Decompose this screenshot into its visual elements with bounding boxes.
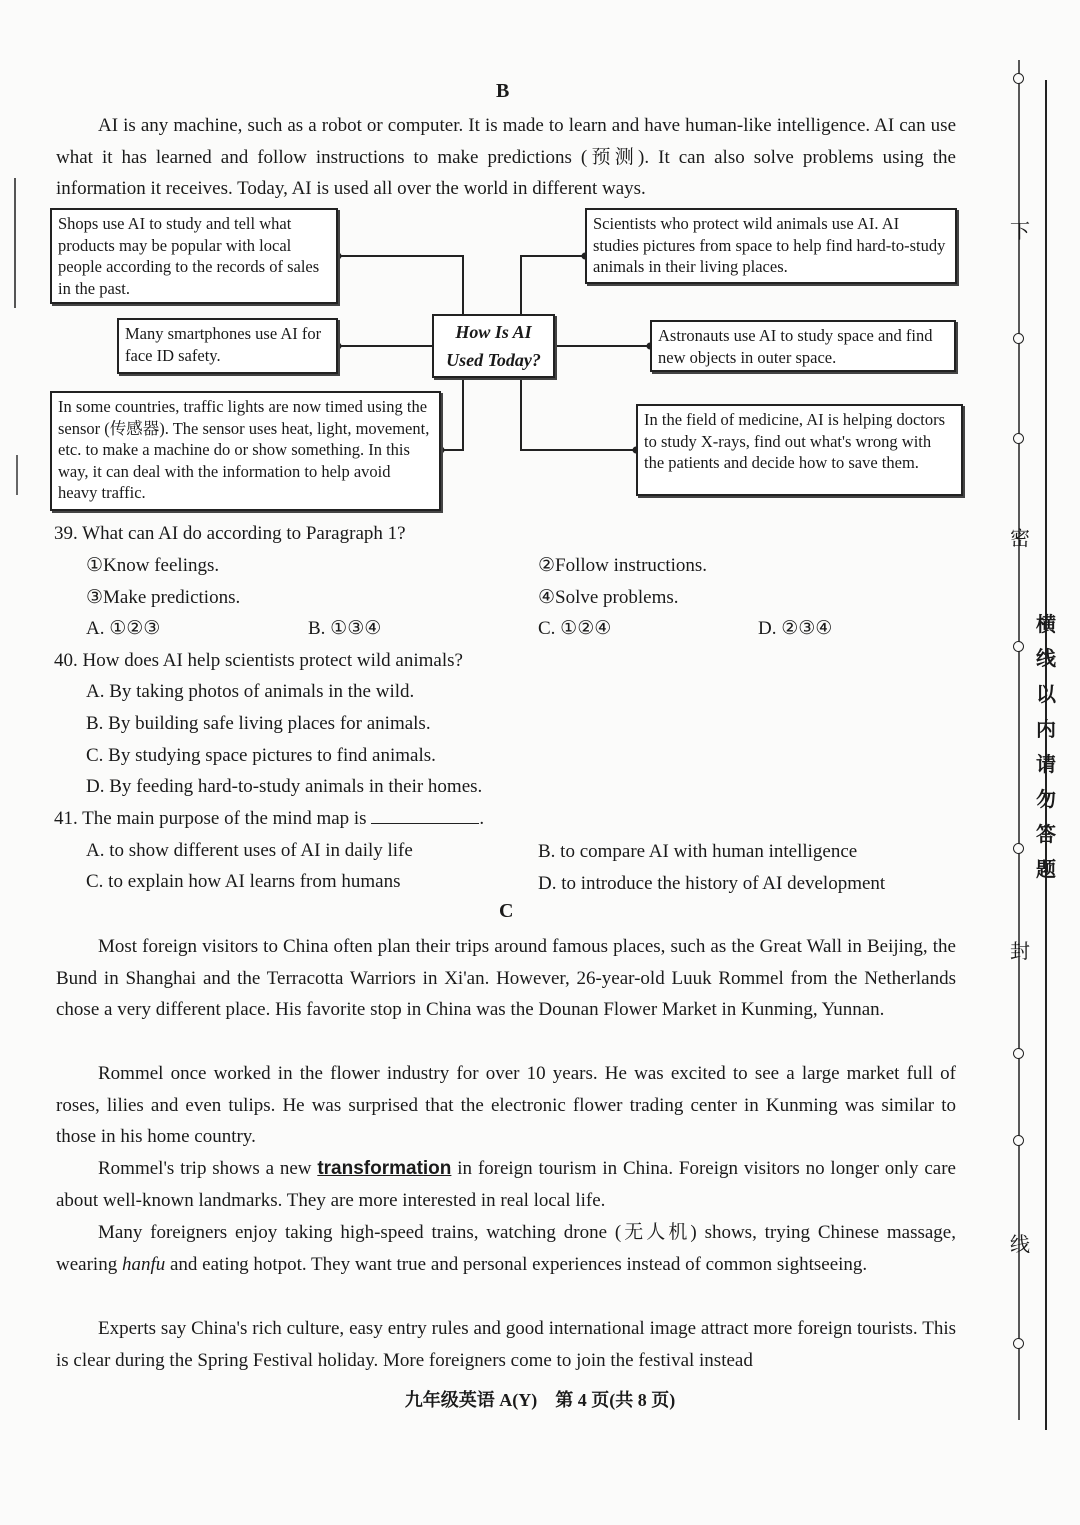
q40-option-c[interactable]: C. By studying space pictures to find animals. (86, 745, 436, 766)
mind-map-medicine-box: In the field of medicine, AI is helping doctors to study X-rays, find out what's wrong with the patients and decide how to save them. (636, 404, 963, 496)
q41-stem-line (54, 805, 484, 833)
q39-item-1: ①Know feelings. (86, 555, 220, 576)
q41-option-a[interactable]: A. to show different uses of AI in daily life (86, 840, 413, 861)
p4-text-b: and eating hotpot. They want true and personal experiences instead of common sightseeing. (165, 1253, 868, 1275)
p4-text-a: Many foreigners enjoy taking high-speed trains, watching drone (无人机) shows, trying Chinese massage, wearing (56, 1222, 956, 1275)
q39-stem: 39. What can AI do according to Paragraph 1? (54, 523, 406, 544)
margin-notice-char: 请 (1036, 752, 1056, 776)
section-c-paragraph-2: Rommel once worked in the flower industry for over 10 years. He was excited to see a large market full of roses, lilies and even tulips. He was surprised that the electronic flower trading center in Kunming was similar to those in his home country. (56, 1063, 956, 1147)
mind-map-center-box (432, 314, 555, 378)
q39-item-4: ④Solve problems. (538, 587, 679, 608)
binding-circle (1013, 1048, 1024, 1059)
binding-circle (1013, 843, 1024, 854)
q39-item-3: ③Make predictions. (86, 587, 241, 608)
section-c-paragraph-1: Most foreign visitors to China often plan their trips around famous places, such as the Great Wall in Beijing, the Bund in Shanghai and the Terracotta Warriors in Xi'an. However, 26-year-old Luuk Rommel from the Netherlands chose a very different place. His favorite stop in China was the Dounan Flower Market in Kunming, Yunnan. (56, 936, 956, 1020)
margin-label-4: 线 (1010, 1232, 1030, 1256)
binding-circle (1013, 641, 1024, 652)
mind-map-astronauts-box: Astronauts use AI to study space and find new objects in outer space. (650, 320, 956, 372)
q40-option-a[interactable]: A. By taking photos of animals in the wild. (86, 681, 415, 702)
margin-notice-char: 横 (1036, 612, 1056, 636)
margin-notice-char: 答 (1036, 822, 1056, 846)
scan-mark (14, 178, 16, 308)
q40-option-b[interactable]: B. By building safe living places for animals. (86, 713, 431, 734)
section-b-heading: B (496, 80, 510, 102)
binding-circle (1013, 333, 1024, 344)
q41-option-d[interactable]: D. to introduce the history of AI development (538, 873, 886, 894)
p3-key-word: transformation (317, 1158, 452, 1179)
mind-map-smartphones-box: Many smartphones use AI for face ID safety. (117, 318, 338, 374)
q41-answer-blank[interactable] (371, 807, 479, 824)
margin-notice-char: 勿 (1036, 787, 1056, 811)
section-c-paragraph-3 (56, 1153, 956, 1216)
q39-option-a[interactable]: A. ①②③ (86, 618, 161, 639)
margin-label-3: 封 (1010, 939, 1030, 963)
binding-circle (1013, 433, 1024, 444)
section-c-heading: C (499, 900, 514, 922)
q39-item-2: ②Follow instructions. (538, 555, 708, 576)
mind-map-scientists-box: Scientists who protect wild animals use AI. AI studies pictures from space to help find hard-to-study animals in their living places. (585, 208, 957, 284)
q40-stem: 40. How does AI help scientists protect wild animals? (54, 650, 463, 671)
page-footer: 九年级英语 A(Y) 第 4 页(共 8 页) (404, 1390, 676, 1410)
q39-option-c[interactable]: C. ①②④ (538, 618, 612, 639)
p3-text-b: in foreign tourism in China. Foreign visitors no longer only care about well-known landmarks. They are more interested in real local life. (56, 1158, 956, 1211)
p3-text-a: Rommel's trip shows a new (98, 1158, 318, 1179)
q41-option-b[interactable]: B. to compare AI with human intelligence (538, 841, 858, 862)
margin-notice-char: 内 (1036, 717, 1056, 741)
q41-stem-end: . (479, 808, 485, 829)
q39-option-d[interactable]: D. ②③④ (758, 618, 833, 639)
q41-stem: 41. The main purpose of the mind map is (54, 808, 367, 829)
mind-map-center-line2: Used Today? (446, 350, 541, 370)
section-c-paragraph-5: Experts say China's rich culture, easy entry rules and good international image attract more foreign tourists. This is clear during the Spring Festival holiday. More foreigners come to join the festival instead (56, 1318, 956, 1371)
binding-circle (1013, 1338, 1024, 1349)
section-b-paragraph: AI is any machine, such as a robot or computer. It is made to learn and have human-like intelligence. AI can use what it has learned and follow instructions to make predictions (预测). It can also solve problems using the information it receives. Today, AI is used all over the world in different ways. (56, 115, 956, 199)
margin-notice-char: 以 (1036, 682, 1056, 706)
section-c-paragraph-4 (56, 1217, 956, 1280)
p4-italic-word: hanfu (121, 1253, 166, 1275)
q40-option-d[interactable]: D. By feeding hard-to-study animals in their homes. (86, 776, 483, 797)
mind-map-center-line1: How Is AI (455, 322, 532, 342)
q41-option-c[interactable]: C. to explain how AI learns from humans (86, 871, 401, 892)
margin-label-1: 下 (1010, 219, 1030, 243)
mind-map-shops-box: Shops use AI to study and tell what products may be popular with local people according to the records of sales in the past. (50, 208, 338, 304)
margin-notice-char: 线 (1036, 646, 1056, 670)
q39-option-b[interactable]: B. ①③④ (308, 618, 382, 639)
margin-notice-char: 题 (1036, 857, 1056, 881)
scan-mark (16, 455, 18, 495)
binding-circle (1013, 73, 1024, 84)
margin-label-2: 密 (1010, 526, 1030, 550)
mind-map-traffic-box: In some countries, traffic lights are now timed using the sensor (传感器). The sensor uses heat, light, movement, etc. to make a machine do or show something. In this way, it can deal with the information to help avoid heavy traffic. (50, 391, 441, 511)
binding-circle (1013, 1135, 1024, 1146)
